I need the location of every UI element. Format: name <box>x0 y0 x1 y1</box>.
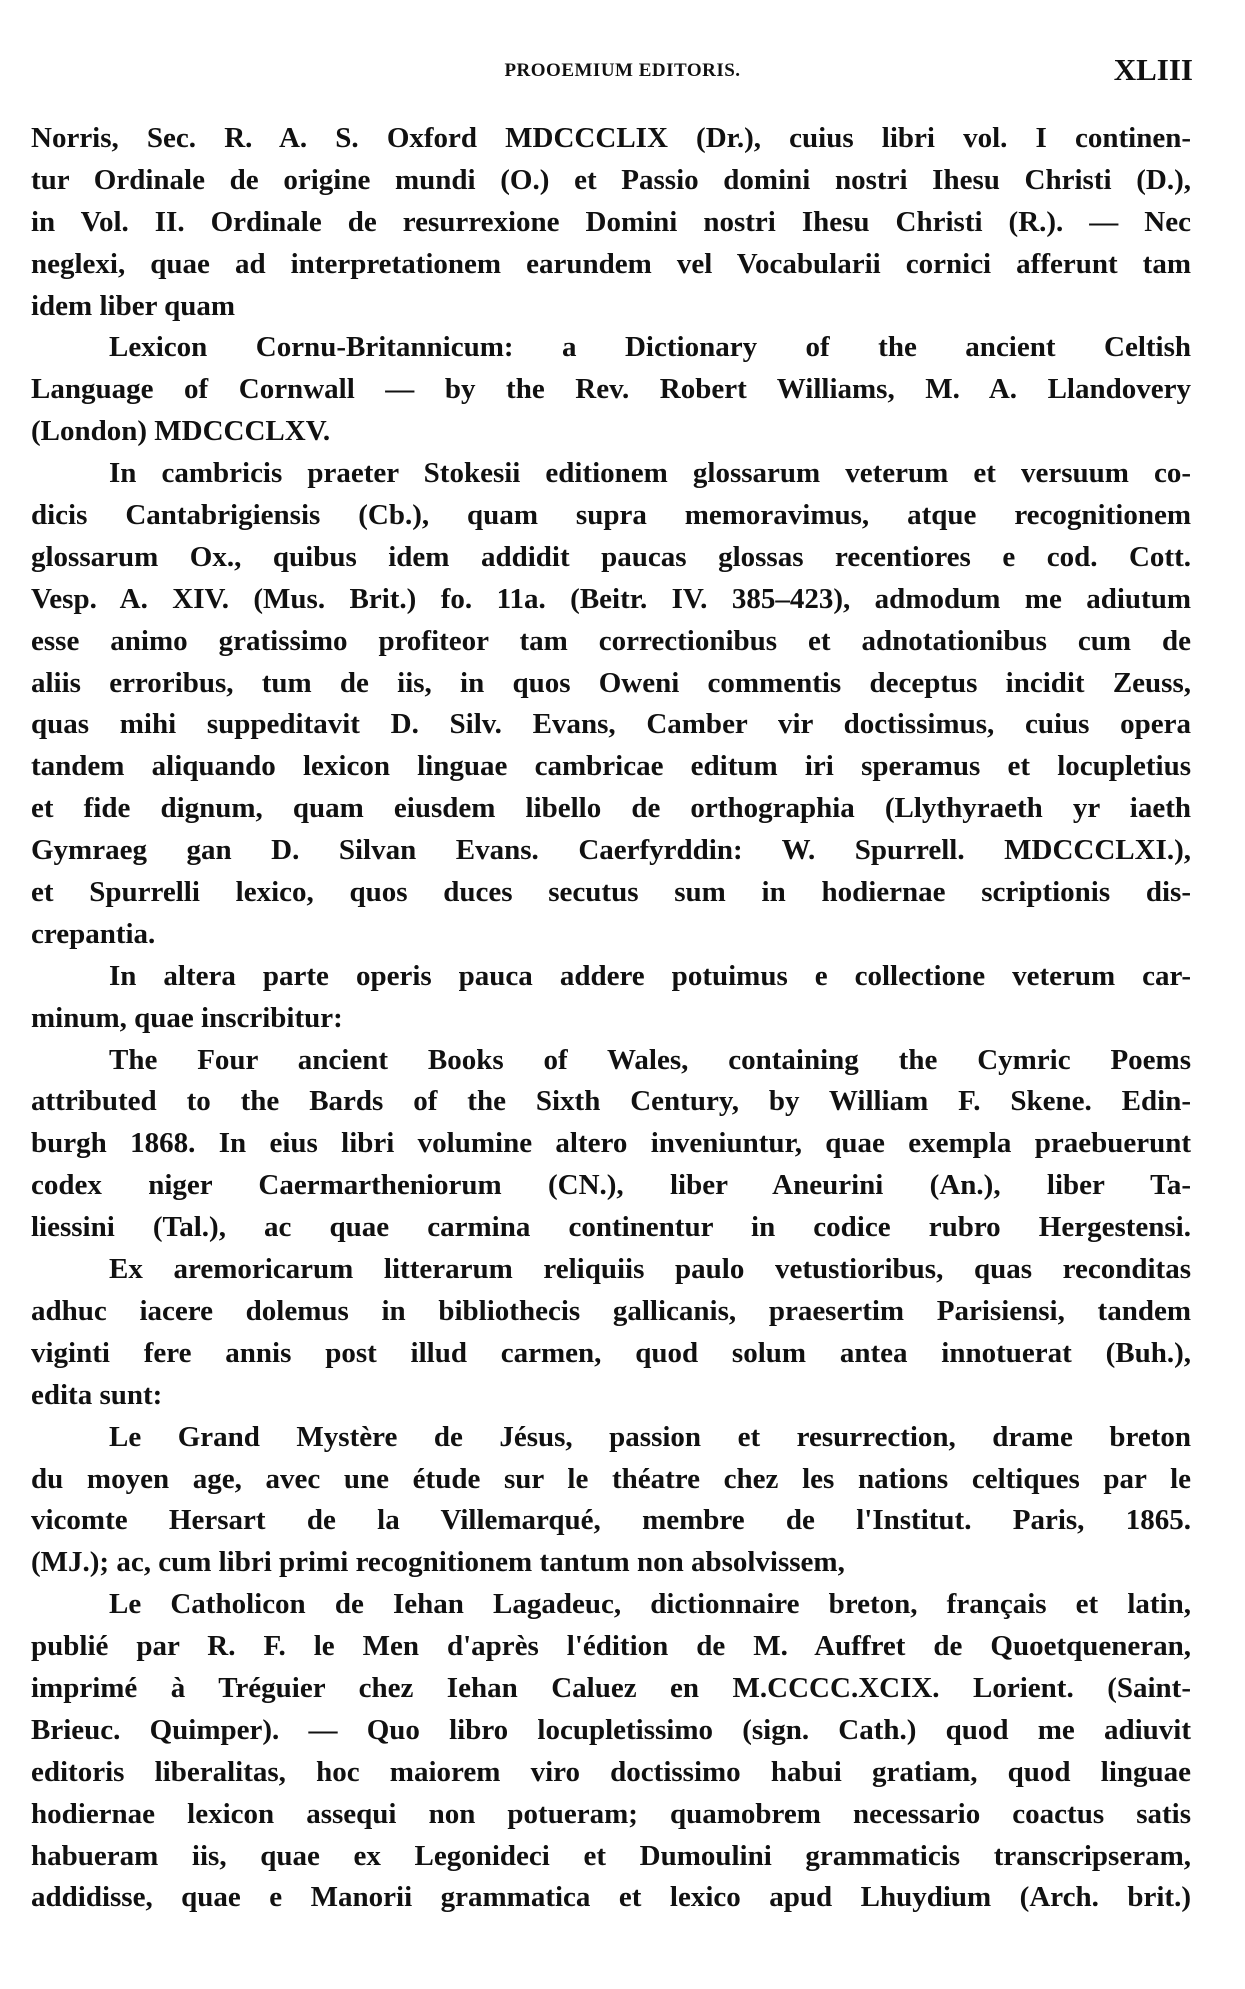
text-line: aliis erroribus, tum de iis, in quos Oweni commentis deceptus incidit Zeuss, <box>31 666 1191 699</box>
text-line: Brieuc. Quimper). — Quo libro locupletissimo (sign. Cath.) quod me adiuvit <box>31 1713 1191 1746</box>
text-line: minum, quae inscribitur: <box>31 1001 343 1034</box>
text-line: The Four ancient Books of Wales, containing the Cymric Poems <box>109 1043 1191 1076</box>
text-line: et Spurrelli lexico, quos duces secutus sum in hodiernae scriptionis dis- <box>31 876 1191 909</box>
text-line: liessini (Tal.), ac quae carmina continentur in codice rubro Hergestensi. <box>31 1211 1191 1244</box>
running-head-title: PROOEMIUM EDITORIS. <box>504 60 741 81</box>
text-line: habueram iis, quae ex Legonideci et Dumoulini grammaticis transcripseram, <box>31 1839 1191 1872</box>
text-line: In cambricis praeter Stokesii editionem glossarum veterum et versuum co- <box>109 457 1191 490</box>
text-line: adhuc iacere dolemus in bibliothecis gallicanis, praesertim Parisiensi, tandem <box>31 1294 1191 1327</box>
text-line: in Vol. II. Ordinale de resurrexione Domini nostri Ihesu Christi (R.). — Nec <box>31 205 1191 238</box>
text-line: quas mihi suppeditavit D. Silv. Evans, Camber vir doctissimus, cuius opera <box>31 708 1191 741</box>
text-line: addidisse, quae e Manorii grammatica et lexico apud Lhuydium (Arch. brit.) <box>31 1881 1191 1914</box>
running-head <box>0 52 1245 92</box>
text-line: Lexicon Cornu-Britannicum: a Dictionary of the ancient Celtish <box>109 331 1191 364</box>
text-line: vicomte Hersart de la Villemarqué, membre de l'Institut. Paris, 1865. <box>31 1504 1191 1537</box>
text-line: Le Catholicon de Iehan Lagadeuc, dictionnaire breton, français et latin, <box>109 1588 1191 1621</box>
text-line: Language of Cornwall — by the Rev. Robert Williams, M. A. Llandovery <box>31 373 1191 406</box>
page-number: XLIII <box>1113 52 1193 87</box>
text-line: dicis Cantabrigiensis (Cb.), quam supra memoravimus, atque recognitionem <box>31 499 1191 532</box>
text-line: (MJ.); ac, cum libri primi recognitionem tantum non absolvissem, <box>31 1546 845 1579</box>
text-line: hodiernae lexicon assequi non potueram; quamobrem necessario coactus satis <box>31 1797 1191 1830</box>
body-text <box>31 118 1191 1919</box>
text-line: esse animo gratissimo profiteor tam correctionibus et adnotationibus cum de <box>31 624 1191 657</box>
text-line: Vesp. A. XIV. (Mus. Brit.) fo. 11a. (Beitr. IV. 385–423), admodum me adiutum <box>31 582 1191 615</box>
text-line: crepantia. <box>31 917 156 950</box>
text-line: tur Ordinale de origine mundi (O.) et Passio domini nostri Ihesu Christi (D.), <box>31 163 1191 196</box>
text-line: Norris, Sec. R. A. S. Oxford MDCCCLIX (Dr.), cuius libri vol. I continen- <box>31 122 1191 154</box>
text-line: viginti fere annis post illud carmen, quod solum antea innotuerat (Buh.), <box>31 1336 1191 1369</box>
text-line: glossarum Ox., quibus idem addidit paucas glossas recentiores e cod. Cott. <box>31 540 1191 573</box>
text-line: idem liber quam <box>31 289 236 322</box>
text-line: attributed to the Bards of the Sixth Century, by William F. Skene. Edin- <box>31 1085 1191 1118</box>
text-line: imprimé à Tréguier chez Iehan Caluez en M.CCCC.XCIX. Lorient. (Saint- <box>31 1671 1191 1704</box>
text-line: edita sunt: <box>31 1378 163 1411</box>
text-line: In altera parte operis pauca addere potuimus e collectione veterum car- <box>109 959 1191 992</box>
text-line: publié par R. F. le Men d'après l'édition de M. Auffret de Quoetqueneran, <box>31 1630 1191 1663</box>
text-line: neglexi, quae ad interpretationem earundem vel Vocabularii cornici afferunt tam <box>31 247 1191 280</box>
text-line: et fide dignum, quam eiusdem libello de orthographia (Llythyraeth yr iaeth <box>31 792 1191 825</box>
text-line: editoris liberalitas, hoc maiorem viro doctissimo habui gratiam, quod linguae <box>31 1755 1191 1788</box>
text-line: (London) MDCCCLXV. <box>31 415 331 448</box>
text-line: tandem aliquando lexicon linguae cambricae editum iri speramus et locupletius <box>31 750 1191 783</box>
text-line: Ex aremoricarum litterarum reliquiis paulo vetustioribus, quas reconditas <box>109 1253 1191 1286</box>
text-line: codex niger Caermartheniorum (CN.), liber Aneurini (An.), liber Ta- <box>31 1169 1191 1202</box>
text-line: Le Grand Mystère de Jésus, passion et resurrection, drame breton <box>109 1420 1191 1453</box>
text-line: Gymraeg gan D. Silvan Evans. Caerfyrddin: W. Spurrell. MDCCCLXI.), <box>31 834 1191 867</box>
text-line: du moyen age, avec une étude sur le théatre chez les nations celtiques par le <box>31 1462 1191 1495</box>
text-line: burgh 1868. In eius libri volumine altero inveniuntur, quae exempla praebuerunt <box>31 1127 1191 1160</box>
